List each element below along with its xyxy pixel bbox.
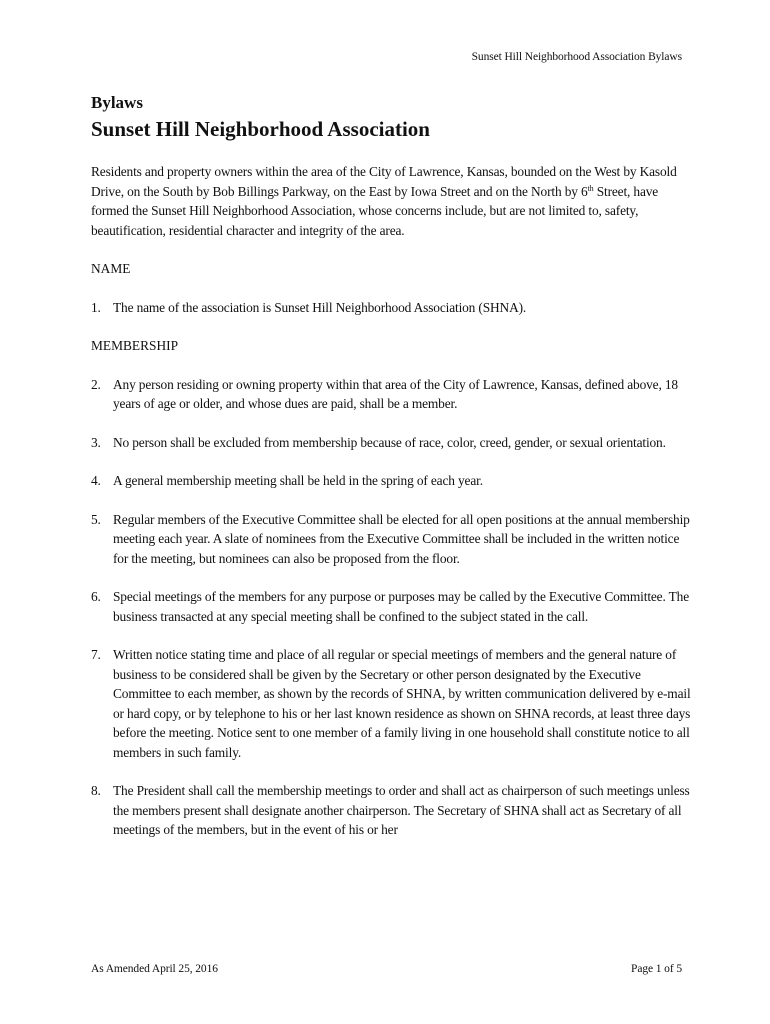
bylaw-item-text: No person shall be excluded from membership because of race, color, creed, gender, or sexual orientation.	[113, 434, 666, 450]
running-header: Sunset Hill Neighborhood Association Bylaws	[471, 51, 682, 63]
bylaw-item	[91, 375, 691, 414]
document-body	[91, 92, 691, 840]
bylaw-item-text: The name of the association is Sunset Hill Neighborhood Association (SHNA).	[113, 299, 527, 315]
bylaw-item-number: 6.	[91, 589, 101, 604]
bylaw-item-number: 7.	[91, 647, 101, 662]
bylaw-item-text: A general membership meeting shall be held in the spring of each year.	[113, 473, 483, 488]
bylaw-item-text: Regular members of the Executive Committee shall be elected for all open positions at the annual membership meeting each year. A slate of nominees from the Executive Committee shall be included in the written notice for the meeting, but nominees can also be proposed from the floor.	[113, 511, 690, 566]
bylaw-item-number: 5.	[91, 511, 101, 527]
intro-paragraph	[91, 162, 691, 240]
section-heading-membership: MEMBERSHIP	[91, 338, 179, 353]
bylaw-item-text: Written notice stating time and place of all regular or special meetings of members and the general nature of business to be considered shall be given by the Secretary or other person designated by the Executive Committee to each member, as shown by the records of SHNA, by written communication delivered by e-mail or hard copy, or by telephone to his or her last known residence as shown on SHNA records, at least three days before the meeting. Notice sent to one member of a family living in one household shall constitute notice to all members in such family.	[113, 647, 691, 760]
bylaw-item-number: 8.	[91, 783, 101, 798]
bylaw-item-text: The President shall call the membership meetings to order and shall act as chairperson of such meetings unless the members present shall designate another chairperson. The Secretary of SHNA shall act as Secretary of all meetings of the members, but in the event of his or her	[113, 783, 690, 837]
bylaw-item-number: 2.	[91, 376, 101, 392]
bylaw-item-text: Any person residing or owning property within that area of the City of Lawrence, Kansas, defined above, 18 years of age or older, and whose dues are paid, shall be a member.	[113, 376, 678, 411]
bylaw-item	[91, 298, 691, 318]
bylaw-item	[91, 645, 691, 762]
document-kicker: Bylaws	[91, 93, 143, 112]
bylaw-item-number: 1.	[91, 299, 101, 315]
bylaw-item-text: Special meetings of the members for any purpose or purposes may be called by the Executive Committee. The business transacted at any special meeting shall be confined to the subject stated in the call.	[113, 589, 689, 624]
intro-text-part2: Street, have formed the Sunset Hill Neighborhood Association, whose concerns include, but are not limited to, safety, beautification, residential character and integrity of the area.	[91, 183, 659, 238]
intro-text-part1: Residents and property owners within the area of the City of Lawrence, Kansas, bounded on the West by Kasold Drive, on the South by Bob Billings Parkway, on the East by Iowa Street and on the North by 6	[91, 164, 677, 199]
bylaw-item	[91, 510, 691, 569]
footer-amended-date: As Amended April 25, 2016	[91, 963, 218, 975]
bylaw-item	[91, 471, 691, 491]
bylaw-item	[91, 433, 691, 453]
footer-page-number: Page 1 of 5	[631, 963, 682, 975]
bylaw-item	[91, 587, 691, 626]
section-heading-name: NAME	[91, 261, 131, 276]
bylaw-item	[91, 781, 691, 840]
document-title: Sunset Hill Neighborhood Association	[91, 117, 430, 141]
intro-superscript: th	[587, 183, 594, 193]
bylaw-item-number: 4.	[91, 473, 101, 488]
bylaw-item-number: 3.	[91, 434, 101, 450]
